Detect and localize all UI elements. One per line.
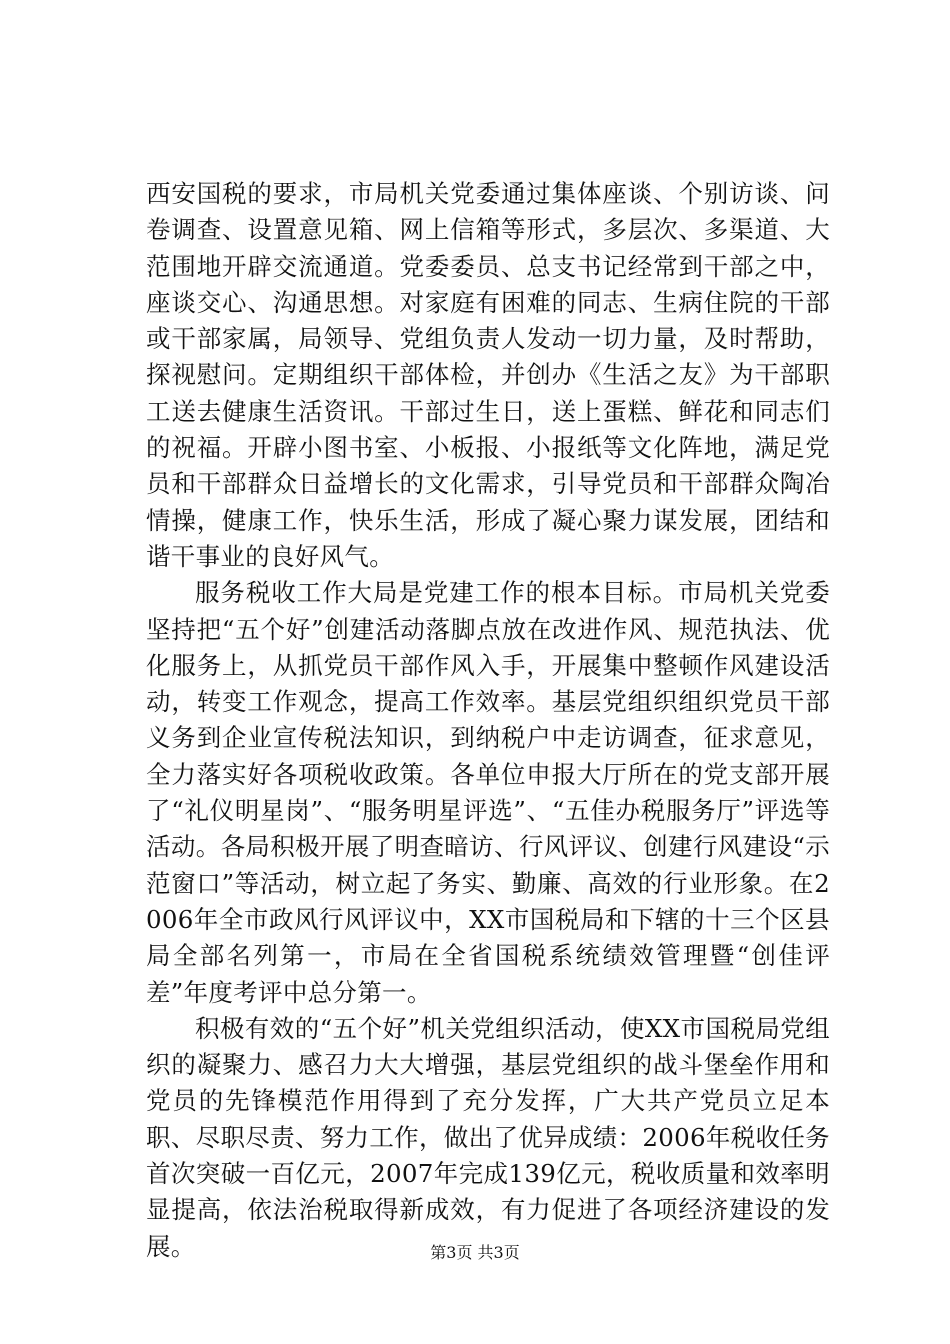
page-number-footer: 第3页 共3页	[430, 1243, 520, 1262]
paragraph-results: 积极有效的“五个好”机关党组织活动，使XX市国税局党组织的凝聚力、感召力大大增强，基层党组织的战斗堡垒作用和党员的先锋模范作用得到了充分发挥，广大共产党员立足本职、尽职尽责、努力工作，做出了优异成绩：2006年税收任务首次突破一百亿元，2007年完成139亿元，税收质量和效率明显提高，依法治税取得新成效，有力促进了各项经济建设的发展。	[146, 1013, 831, 1261]
paragraph-continued: 西安国税的要求，市局机关党委通过集体座谈、个别访谈、问卷调查、设置意见箱、网上信箱等形式，多层次、多渠道、大范围地开辟交流通道。党委委员、总支书记经常到干部之中，座谈交心、沟通思想。对家庭有困难的同志、生病住院的干部或干部家属，局领导、党组负责人发动一切力量，及时帮助，探视慰问。定期组织干部体检，并创办《生活之友》为干部职工送去健康生活资讯。干部过生日，送上蛋糕、鲜花和同志们的祝福。开辟小图书室、小板报、小报纸等文化阵地，满足党员和干部群众日益增长的文化需求，引导党员和干部群众陶冶情操，健康工作，快乐生活，形成了凝心聚力谋发展，团结和谐干事业的良好风气。	[146, 179, 830, 571]
document-body	[146, 176, 830, 1265]
paragraph-tax-service: 服务税收工作大局是党建工作的根本目标。市局机关党委坚持把“五个好”创建活动落脚点放在改进作风、规范执法、优化服务上，从抓党员干部作风入手，开展集中整顿作风建设活动，转变工作观念，提高工作效率。基层党组织组织党员干部义务到企业宣传税法知识，到纳税户中走访调查，征求意见，全力落实好各项税收政策。各单位申报大厅所在的党支部开展了“礼仪明星岗”、“服务明星评选”、“五佳办税服务厅”评选等活动。各局积极开展了明查暗访、行风评议、创建行风建设“示范窗口”等活动，树立起了务实、勤廉、高效的行业形象。在2006年全市政风行风评议中，XX市国税局和下辖的十三个区县局全部名列第一，市局在全省国税系统绩效管理暨“创佳评差”年度考评中总分第一。	[146, 578, 831, 1007]
